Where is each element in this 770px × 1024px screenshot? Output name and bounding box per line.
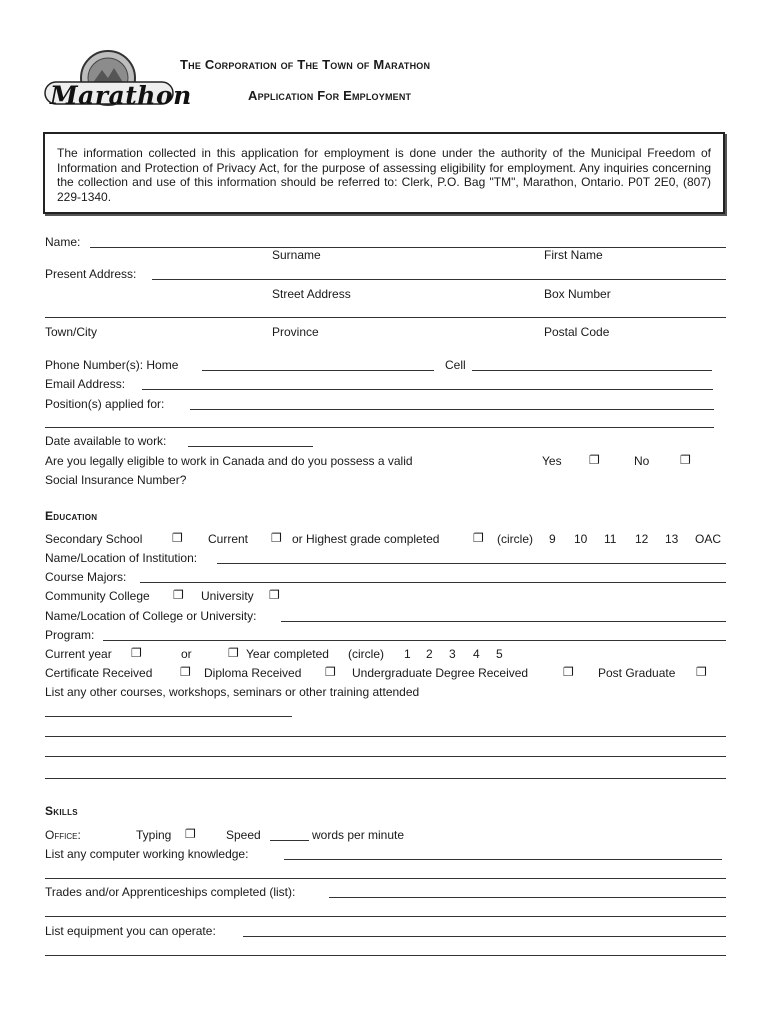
computer-knowledge-field[interactable] bbox=[284, 859, 722, 860]
computer-knowledge-label: List any computer working knowledge: bbox=[45, 847, 249, 861]
certificate-checkbox[interactable]: ❐ bbox=[180, 665, 191, 679]
office-label: Office: bbox=[45, 828, 81, 842]
post-grad-checkbox[interactable]: ❐ bbox=[696, 665, 707, 679]
box-number-caption: Box Number bbox=[544, 287, 611, 301]
corporation-title: The Corporation of The Town of Marathon bbox=[180, 57, 431, 72]
grade-option[interactable]: 10 bbox=[574, 532, 588, 546]
home-phone-field[interactable] bbox=[202, 370, 434, 371]
diploma-checkbox[interactable]: ❐ bbox=[325, 665, 336, 679]
equipment-field[interactable] bbox=[243, 936, 726, 937]
street-address-caption: Street Address bbox=[272, 287, 351, 301]
highest-grade-checkbox[interactable]: ❐ bbox=[473, 531, 484, 545]
computer-knowledge-field-2[interactable] bbox=[45, 878, 726, 879]
date-available-label: Date available to work: bbox=[45, 434, 167, 448]
postal-code-caption: Postal Code bbox=[544, 325, 610, 339]
equipment-field-2[interactable] bbox=[45, 955, 726, 956]
or-label: or bbox=[181, 647, 192, 661]
current-checkbox[interactable]: ❐ bbox=[271, 531, 282, 545]
present-address-field[interactable] bbox=[152, 279, 726, 280]
skills-heading: Skills bbox=[45, 804, 78, 818]
grade-option[interactable]: 13 bbox=[665, 532, 679, 546]
program-field[interactable] bbox=[103, 640, 726, 641]
year-option[interactable]: 4 bbox=[473, 647, 480, 661]
yes-checkbox[interactable]: ❐ bbox=[589, 453, 600, 467]
course-majors-field[interactable] bbox=[140, 582, 726, 583]
first-name-caption: First Name bbox=[544, 248, 603, 262]
current-year-checkbox[interactable]: ❐ bbox=[131, 646, 142, 660]
year-option[interactable]: 3 bbox=[449, 647, 456, 661]
secondary-school-label: Secondary School bbox=[45, 532, 143, 546]
year-option[interactable]: 1 bbox=[404, 647, 411, 661]
program-label: Program: bbox=[45, 628, 95, 642]
college-location-label: Name/Location of College or University: bbox=[45, 609, 257, 623]
privacy-notice-text: The information collected in this application for employment is done under the authority of the Municipal Freedom of Information and Protection of Privacy Act, for the purpose of assessing eligibility for employment. Any inquiries concerning the collection and use of this information should be referred to: Clerk, P.O. Bag "TM", Marathon, Ontario. P0T 2E0, (807) 229-1340. bbox=[57, 146, 711, 204]
cell-label: Cell bbox=[445, 358, 466, 372]
undergrad-checkbox[interactable]: ❐ bbox=[563, 665, 574, 679]
province-caption: Province bbox=[272, 325, 319, 339]
institution-label: Name/Location of Institution: bbox=[45, 551, 198, 565]
wpm-label: words per minute bbox=[312, 828, 405, 842]
community-college-label: Community College bbox=[45, 589, 150, 603]
equipment-label: List equipment you can operate: bbox=[45, 924, 216, 938]
position-field[interactable] bbox=[190, 409, 714, 410]
grade-option[interactable]: 9 bbox=[549, 532, 556, 546]
phone-label: Phone Number(s): Home bbox=[45, 358, 179, 372]
diploma-label: Diploma Received bbox=[204, 666, 302, 680]
university-checkbox[interactable]: ❐ bbox=[269, 588, 280, 602]
other-courses-field-4[interactable] bbox=[45, 778, 726, 779]
town-city-caption: Town/City bbox=[45, 325, 98, 339]
college-location-field[interactable] bbox=[281, 621, 726, 622]
date-available-field[interactable] bbox=[188, 446, 313, 447]
other-courses-field-3[interactable] bbox=[45, 756, 726, 757]
grade-option[interactable]: 11 bbox=[604, 532, 617, 546]
email-field[interactable] bbox=[142, 389, 713, 390]
name-field[interactable] bbox=[90, 247, 726, 248]
cell-phone-field[interactable] bbox=[472, 370, 712, 371]
year-completed-checkbox[interactable]: ❐ bbox=[228, 646, 239, 660]
privacy-notice bbox=[43, 132, 725, 214]
application-title: Application For Employment bbox=[248, 88, 412, 103]
undergrad-label: Undergraduate Degree Received bbox=[352, 666, 529, 680]
eligibility-question: Are you legally eligible to work in Canada and do you possess a valid bbox=[45, 454, 413, 468]
certificate-label: Certificate Received bbox=[45, 666, 153, 680]
typing-checkbox[interactable]: ❐ bbox=[185, 827, 196, 841]
speed-field[interactable] bbox=[270, 840, 309, 841]
trades-label: Trades and/or Apprenticeships completed (list): bbox=[45, 885, 296, 899]
trades-field-2[interactable] bbox=[45, 916, 726, 917]
current-label: Current bbox=[208, 532, 249, 546]
institution-field[interactable] bbox=[217, 563, 726, 564]
typing-label: Typing bbox=[136, 828, 172, 842]
trades-field[interactable] bbox=[329, 897, 726, 898]
university-label: University bbox=[201, 589, 254, 603]
education-heading: Education bbox=[45, 509, 98, 523]
course-majors-label: Course Majors: bbox=[45, 570, 127, 584]
no-label: No bbox=[634, 454, 650, 468]
town-city-field[interactable] bbox=[45, 317, 726, 318]
highest-grade-label: or Highest grade completed bbox=[292, 532, 440, 546]
name-label: Name: bbox=[45, 235, 81, 249]
post-grad-label: Post Graduate bbox=[598, 666, 676, 680]
eligibility-question-2: Social Insurance Number? bbox=[45, 473, 187, 487]
year-option[interactable]: 2 bbox=[426, 647, 433, 661]
yes-label: Yes bbox=[542, 454, 562, 468]
logo-wordmark: Marathon bbox=[50, 81, 192, 110]
position-field-2[interactable] bbox=[45, 427, 714, 428]
secondary-school-checkbox[interactable]: ❐ bbox=[172, 531, 183, 545]
other-courses-field-2[interactable] bbox=[45, 736, 726, 737]
email-label: Email Address: bbox=[45, 377, 126, 391]
year-option[interactable]: 5 bbox=[496, 647, 503, 661]
other-courses-field[interactable] bbox=[45, 716, 292, 717]
surname-caption: Surname bbox=[272, 248, 321, 262]
no-checkbox[interactable]: ❐ bbox=[680, 453, 691, 467]
community-college-checkbox[interactable]: ❐ bbox=[173, 588, 184, 602]
speed-label: Speed bbox=[226, 828, 261, 842]
circle-label: (circle) bbox=[497, 532, 533, 546]
grade-option[interactable]: OAC bbox=[695, 532, 722, 546]
position-label: Position(s) applied for: bbox=[45, 397, 165, 411]
year-completed-label: Year completed bbox=[246, 647, 329, 661]
grade-option[interactable]: 12 bbox=[635, 532, 649, 546]
current-year-label: Current year bbox=[45, 647, 112, 661]
circle-label-2: (circle) bbox=[348, 647, 384, 661]
other-courses-label: List any other courses, workshops, seminars or other training attended bbox=[45, 685, 420, 699]
present-address-label: Present Address: bbox=[45, 267, 137, 281]
